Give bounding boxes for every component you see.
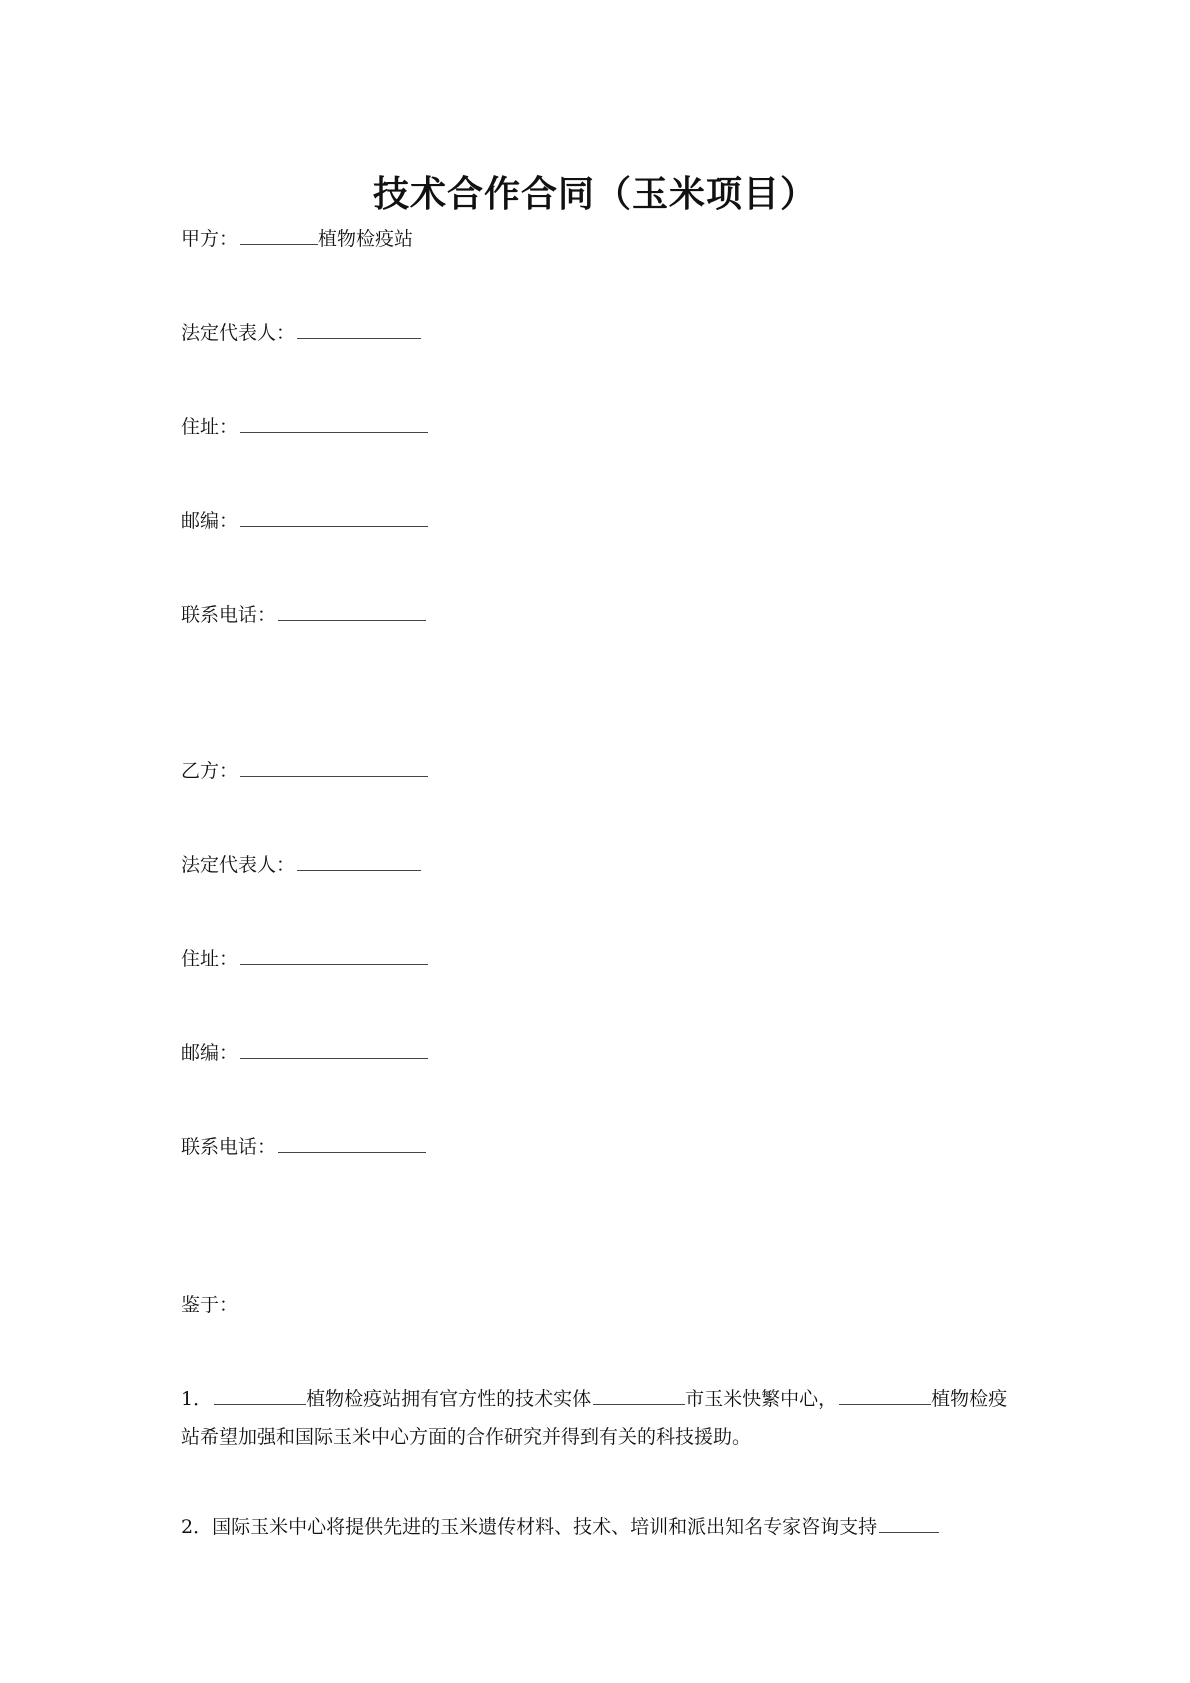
item-number: 2． — [181, 1516, 213, 1538]
field-label: 邮编： — [181, 510, 239, 532]
party-b-phone — [181, 1132, 426, 1159]
party-a-representative — [181, 318, 421, 345]
item-text: 市玉米快繁中心， — [685, 1388, 838, 1410]
item-number: 1． — [181, 1388, 213, 1410]
item-text: 国际玉米中心将提供先进的玉米遗传材料、技术、培训和派出知名专家咨询支持 — [212, 1516, 878, 1538]
field-blank[interactable] — [593, 1385, 685, 1405]
field-blank[interactable] — [214, 1385, 306, 1405]
whereas-item-2 — [181, 1508, 1021, 1546]
party-a-address — [181, 412, 428, 439]
field-blank[interactable] — [240, 1039, 428, 1059]
party-b-line — [181, 756, 428, 783]
party-a-name-suffix: 植物检疫站 — [318, 228, 414, 250]
field-label: 法定代表人： — [181, 322, 296, 344]
field-label: 联系电话： — [181, 604, 277, 626]
party-a-label: 甲方： — [181, 228, 239, 250]
item-text: 植物检疫站拥有官方性的技术实体 — [306, 1388, 592, 1410]
field-blank[interactable] — [839, 1385, 931, 1405]
field-label: 联系电话： — [181, 1136, 277, 1158]
party-b-representative — [181, 850, 421, 877]
field-blank[interactable] — [278, 601, 426, 621]
field-label: 住址： — [181, 948, 239, 970]
field-label: 邮编： — [181, 1042, 239, 1064]
party-a-postcode — [181, 506, 428, 533]
field-blank[interactable] — [240, 945, 428, 965]
field-blank[interactable] — [240, 507, 428, 527]
party-b-address — [181, 944, 428, 971]
field-blank[interactable] — [240, 757, 428, 777]
item-text: 植物检疫站希望加强和国际玉米中心方面的合作研究并得到有关的科技援助。 — [181, 1388, 1008, 1448]
field-blank[interactable] — [297, 319, 421, 339]
whereas-label: 鉴于： — [181, 1294, 239, 1316]
party-b-postcode — [181, 1038, 428, 1065]
party-b-label: 乙方： — [181, 760, 239, 782]
party-a-phone — [181, 600, 426, 627]
whereas-item-1 — [181, 1380, 1021, 1456]
party-a-line — [181, 224, 413, 251]
field-blank[interactable] — [278, 1133, 426, 1153]
party-a-blank[interactable] — [240, 225, 318, 245]
field-blank[interactable] — [297, 851, 421, 871]
field-blank[interactable] — [240, 413, 428, 433]
field-label: 住址： — [181, 416, 239, 438]
field-label: 法定代表人： — [181, 854, 296, 876]
field-blank[interactable] — [879, 1513, 939, 1533]
document-title: 技术合作合同（玉米项目） — [372, 173, 817, 215]
